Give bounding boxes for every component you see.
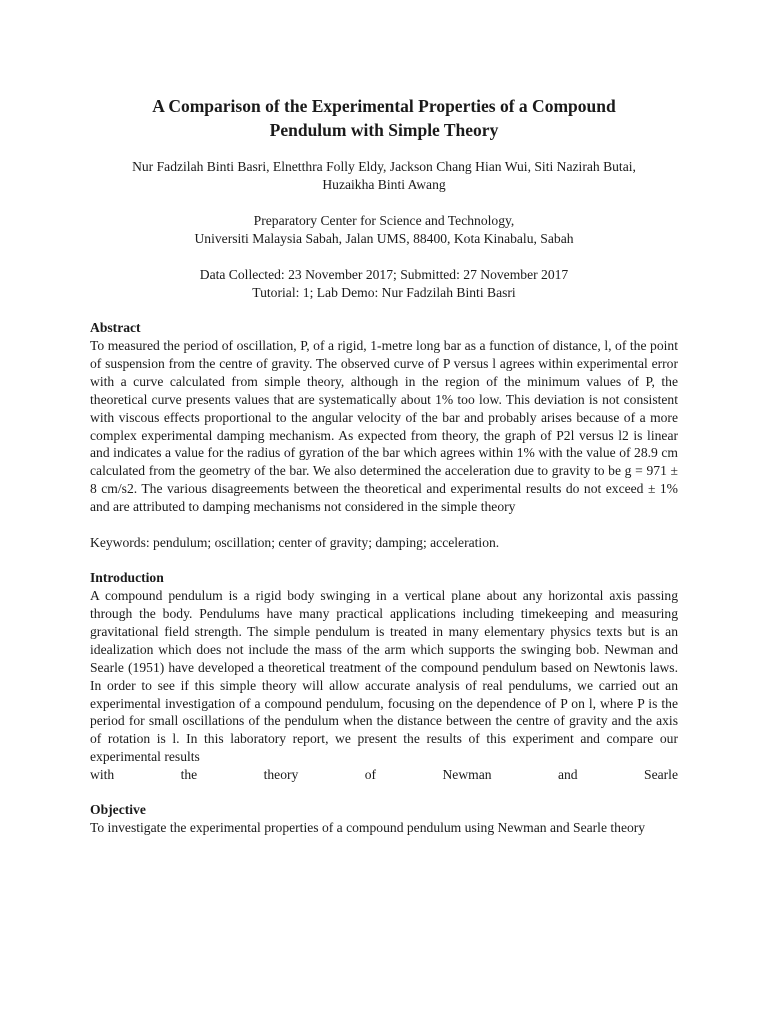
authors-line-1: Nur Fadzilah Binti Basri, Elnetthra Folly Eldy, Jackson Chang Hian Wui, Siti Nazirah Butai, [132,159,636,174]
introduction-text: A compound pendulum is a rigid body swinging in a vertical plane about any horizontal axis passing through the body. Pendulums have many practical applications including timekeeping and measuring gravitational field strength. The simple pendulum is treated in many elementary physics texts but is an idealization which does not include the mass of the arm which supports the swinging bob. Newman and Searle (1951) have developed a theoretical treatment of the compound pendulum based on Newtonis laws. In order to see if this simple theory will allow accurate analysis of real pendulums, we carried out an experimental investigation of a compound pendulum, focusing on the dependence of P on l, where P is the period for small oscillations of the pendulum when the distance between the centre of gravity and the axis of rotation is l. In this laboratory report, we present the results of this experiment and compare our experimental results [90,588,678,765]
affiliation [90,212,678,248]
introduction-section [90,569,678,784]
dates-line-2: Tutorial: 1; Lab Demo: Nur Fadzilah Binti Basri [252,285,516,300]
introduction-heading: Introduction [90,570,164,586]
authors-line-2: Huzaikha Binti Awang [322,177,446,192]
introduction-last-line: with the theory of Newman and Searle [90,767,678,783]
title-line-2: Pendulum with Simple Theory [269,120,499,140]
objective-section [90,801,678,837]
abstract-text: To measured the period of oscillation, P, of a rigid, 1-metre long bar as a function of distance, l, of the point of suspension from the centre of gravity. The observed curve of P versus l agrees within experimental error with a curve calculated from simple theory, although in the region of the minimum values of P, the theoretical curve presents values that are systematically about 1% too low. This deviation is not consistent with viscous effects proportional to the angular velocity of the bar and probably arises because of a more complex experimental damping mechanism. As expected from theory, the graph of P2l versus l2 is linear and indicates a value for the radius of gyration of the bar which agrees within 1% with the value of 28.9 cm calculated from the geometry of the bar. We also determined the acceleration due to gravity to be g = 971 ± 8 cm/s2. The various disagreements between the theoretical and experimental results do not exceed ± 1% and are attributed to damping mechanisms not considered in the simple theory [90,338,678,515]
author-list [90,158,678,194]
affiliation-line-2: Universiti Malaysia Sabah, Jalan UMS, 88400, Kota Kinabalu, Sabah [194,231,574,246]
objective-text: To investigate the experimental properties of a compound pendulum using Newman and Searle theory [90,820,646,836]
affiliation-line-1: Preparatory Center for Science and Technology, [253,213,515,228]
title-line-1: A Comparison of the Experimental Properties of a Compound [152,96,616,116]
dates-line-1: Data Collected: 23 November 2017; Submitted: 27 November 2017 [199,267,569,282]
objective-heading: Objective [90,802,146,818]
keywords: Keywords: pendulum; oscillation; center of gravity; damping; acceleration. [90,535,500,551]
abstract-section [90,319,678,516]
abstract-heading: Abstract [90,320,141,335]
document-page [90,94,678,837]
submission-info [90,266,678,302]
paper-title [90,94,678,142]
